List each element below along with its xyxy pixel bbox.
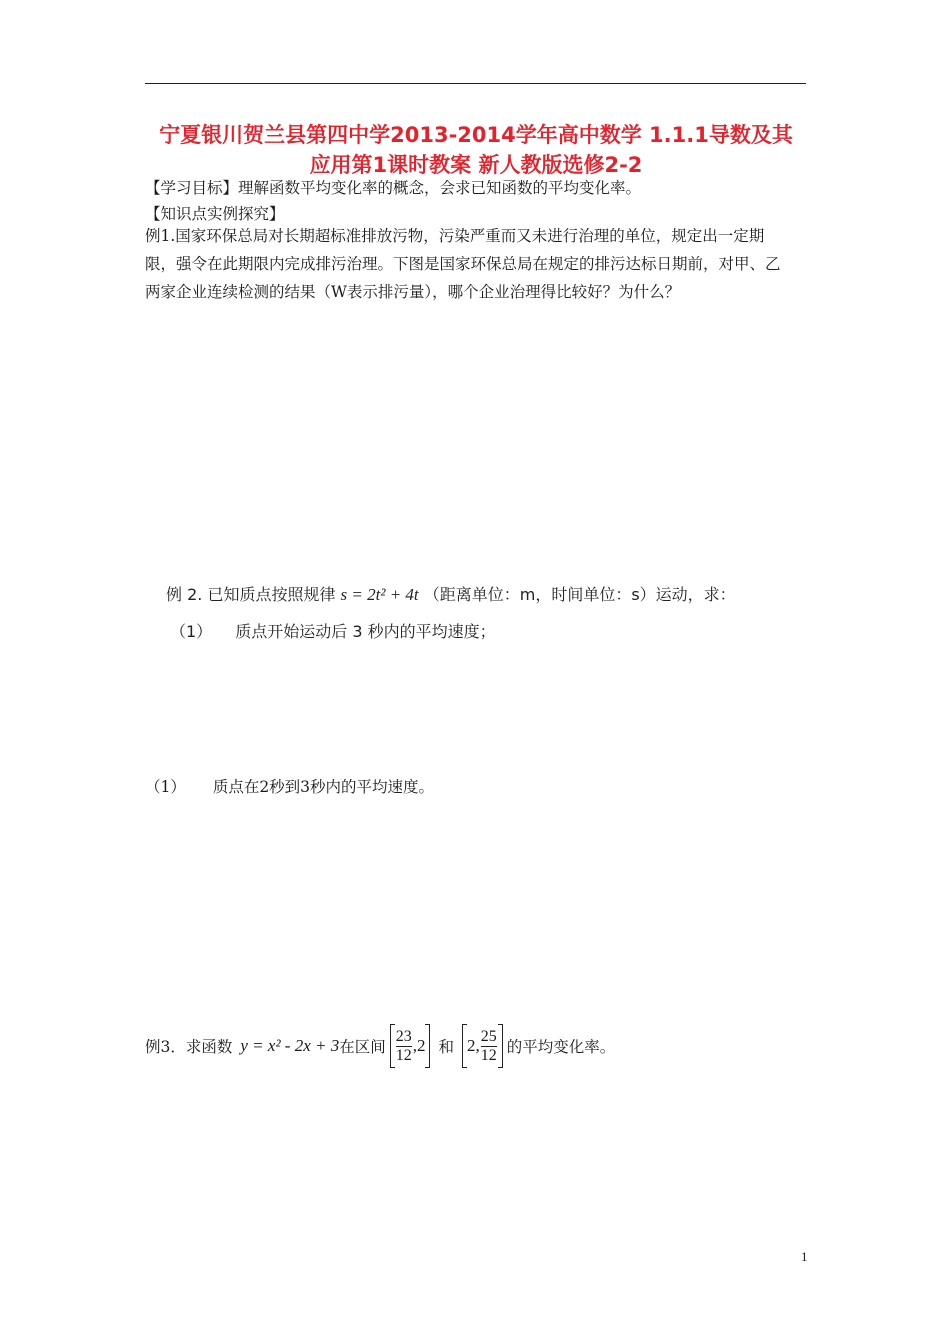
page-number: 1 [801,1249,808,1264]
interval-1-denominator: 12 [395,1046,412,1064]
example-3-prefix: 例3．求函数 [145,1038,233,1056]
interval-2-numerator: 25 [480,1027,497,1045]
example-1-line-2: 限，强令在此期限内完成排污治理。下图是国家环保总局在规定的排污达标日期前，对甲、乙 [145,255,781,273]
example-1-line-3: 两家企业连续检测的结果（W表示排污量），哪个企业治理得比较好？为什么？ [145,283,681,301]
interval-2-fraction [481,1028,497,1065]
example-3-and: 和 [438,1038,454,1056]
example-3-statement [145,1024,615,1068]
example-1 [145,222,808,306]
example-2-question-2 [145,775,434,797]
example-2-question-1 [170,619,496,642]
example-1-line-1: 例1.国家环保总局对长期超标准排放污物，污染严重而又未进行治理的单位，规定出一定期 [145,227,765,245]
header-rule [145,83,806,84]
interval-2-denominator: 12 [480,1046,497,1064]
question-1-number: （1） [170,622,213,641]
example-3-suffix: 的平均变化率。 [506,1038,616,1056]
example-2-statement [166,582,736,605]
question-2-text: 质点在2秒到3秒内的平均速度。 [212,778,435,796]
question-1-text: 质点开始运动后 3 秒内的平均速度； [235,622,496,641]
example-3-formula: y = x² - 2x + 3 [240,1036,340,1055]
question-2-number: （1） [145,778,186,796]
example-3-mid: 在区间 [339,1038,386,1056]
title-line-2: 应用第1课时教案 新人教版选修2-2 [309,153,643,177]
interval-2 [462,1024,503,1068]
interval-1-right: ,2 [412,1036,426,1055]
example-2-suffix: （距离单位：m，时间单位：s）运动，求： [423,585,736,604]
knowledge-heading: 【知识点实例探究】 [145,205,285,223]
example-2-formula: s = 2t² + 4t [340,585,419,604]
interval-1 [390,1024,431,1068]
document-title [140,120,812,180]
title-line-1: 宁夏银川贺兰县第四中学2013-2014学年高中数学 1.1.1导数及其 [159,123,793,147]
interval-1-numerator: 23 [395,1027,412,1045]
learning-objective: 【学习目标】理解函数平均变化率的概念，会求已知函数的平均变化率。 [145,179,642,197]
interval-2-left: 2, [467,1036,480,1055]
example-2-prefix: 例 2. 已知质点按照规律 [166,585,336,604]
interval-1-fraction [396,1028,412,1065]
